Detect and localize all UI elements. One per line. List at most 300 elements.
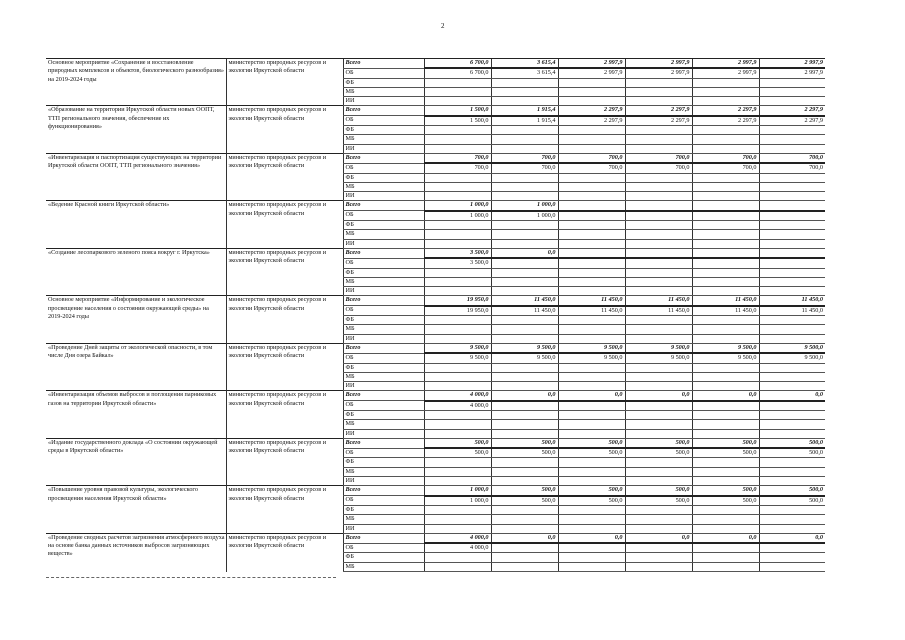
amount-cell: [424, 239, 491, 248]
amount-cell: [424, 372, 491, 381]
amount-cell: [558, 515, 625, 524]
amount-cell: [625, 192, 692, 201]
amount-cell: [692, 363, 759, 372]
measure-description: «Создание лесопаркового зеленого пояса вокруг г. Иркутска»: [46, 248, 226, 295]
amount-cell: 4 000,0: [424, 391, 491, 401]
amount-cell: [491, 97, 558, 106]
amount-cell: [759, 382, 825, 391]
funding-source: ОБ: [343, 353, 424, 363]
amount-cell: [692, 325, 759, 334]
amount-cell: [692, 524, 759, 533]
funding-source: ИИ: [343, 239, 424, 248]
funding-source: МБ: [343, 515, 424, 524]
amount-cell: [625, 325, 692, 334]
amount-cell: 1 000,0: [424, 496, 491, 506]
amount-cell: [625, 239, 692, 248]
amount-cell: [759, 553, 825, 562]
amount-cell: [625, 144, 692, 153]
amount-cell: [491, 401, 558, 411]
amount-cell: [625, 182, 692, 191]
measure-description: Основное мероприятие «Сохранение и восстановление природных комплексов и объектов, биологического разнообразия» на 2019-2024 годы: [46, 59, 226, 106]
funding-source: ОБ: [343, 163, 424, 173]
amount-cell: [424, 78, 491, 87]
amount-cell: [424, 87, 491, 96]
amount-cell: 9 500,0: [491, 353, 558, 363]
amount-cell: 0,0: [692, 391, 759, 401]
amount-cell: [625, 230, 692, 239]
amount-cell: 700,0: [692, 153, 759, 163]
amount-cell: [424, 144, 491, 153]
amount-cell: [424, 524, 491, 533]
funding-source: Всего: [343, 438, 424, 448]
amount-cell: [491, 505, 558, 514]
measure-description: «Инвентаризация объемов выбросов и поглощения парниковых газов на территории Иркутской области»: [46, 391, 226, 438]
funding-source: Всего: [343, 106, 424, 116]
amount-cell: [625, 505, 692, 514]
amount-cell: [625, 135, 692, 144]
amount-cell: [625, 458, 692, 467]
funding-source: МБ: [343, 325, 424, 334]
amount-cell: 700,0: [424, 163, 491, 173]
amount-cell: [759, 248, 825, 258]
amount-cell: 500,0: [692, 438, 759, 448]
amount-cell: [424, 363, 491, 372]
amount-cell: [558, 211, 625, 221]
amount-cell: 0,0: [558, 391, 625, 401]
amount-cell: [491, 325, 558, 334]
amount-cell: [558, 268, 625, 277]
amount-cell: 11 450,0: [759, 296, 825, 306]
amount-cell: [625, 78, 692, 87]
amount-cell: [491, 562, 558, 571]
amount-cell: [491, 524, 558, 533]
amount-cell: [625, 410, 692, 419]
amount-cell: 2 997,9: [692, 59, 759, 69]
funding-source: ИИ: [343, 287, 424, 296]
funding-source: ФБ: [343, 553, 424, 562]
amount-cell: 500,0: [424, 448, 491, 458]
amount-cell: [759, 78, 825, 87]
amount-cell: [558, 192, 625, 201]
amount-cell: [759, 410, 825, 419]
amount-cell: [491, 363, 558, 372]
amount-cell: [759, 543, 825, 553]
amount-cell: 700,0: [491, 153, 558, 163]
amount-cell: [424, 334, 491, 343]
amount-cell: [625, 382, 692, 391]
amount-cell: [625, 401, 692, 411]
amount-cell: [625, 87, 692, 96]
amount-cell: [625, 173, 692, 182]
amount-cell: [692, 515, 759, 524]
amount-cell: [625, 477, 692, 486]
amount-cell: [491, 135, 558, 144]
amount-cell: [692, 258, 759, 268]
amount-cell: [424, 126, 491, 135]
amount-cell: [424, 277, 491, 286]
measure-description: «Издание государственного доклада «О состоянии окружающей среды в Иркутской области»: [46, 438, 226, 485]
table-row-total: [46, 59, 825, 69]
funding-source: ФБ: [343, 221, 424, 230]
amount-cell: 9 500,0: [424, 343, 491, 353]
responsible-executor: министерство природных ресурсов и экологии Иркутской области: [226, 343, 343, 390]
amount-cell: [759, 420, 825, 429]
amount-cell: [692, 287, 759, 296]
amount-cell: [625, 363, 692, 372]
funding-source: ИИ: [343, 192, 424, 201]
amount-cell: [759, 401, 825, 411]
amount-cell: [558, 363, 625, 372]
amount-cell: [692, 230, 759, 239]
amount-cell: [692, 173, 759, 182]
amount-cell: [424, 268, 491, 277]
amount-cell: 1 000,0: [491, 201, 558, 211]
amount-cell: [424, 477, 491, 486]
measure-description: «Инвентаризация и паспортизация существующих на территории Иркутской области ООПТ, ТТП регионального значения»: [46, 153, 226, 200]
amount-cell: [558, 201, 625, 211]
amount-cell: [491, 144, 558, 153]
amount-cell: [424, 467, 491, 476]
amount-cell: 9 500,0: [424, 353, 491, 363]
amount-cell: [759, 258, 825, 268]
amount-cell: [759, 173, 825, 182]
amount-cell: [625, 553, 692, 562]
amount-cell: [424, 458, 491, 467]
amount-cell: [759, 429, 825, 438]
amount-cell: [424, 135, 491, 144]
funding-source: МБ: [343, 562, 424, 571]
amount-cell: [759, 87, 825, 96]
amount-cell: [424, 420, 491, 429]
amount-cell: [692, 316, 759, 325]
amount-cell: [558, 316, 625, 325]
amount-cell: [692, 429, 759, 438]
amount-cell: 500,0: [558, 496, 625, 506]
amount-cell: 2 997,9: [625, 68, 692, 78]
funding-source: ИИ: [343, 524, 424, 533]
amount-cell: 700,0: [491, 163, 558, 173]
funding-source: ИИ: [343, 429, 424, 438]
responsible-executor: министерство природных ресурсов и экологии Иркутской области: [226, 106, 343, 153]
table-row-total: [46, 201, 825, 211]
amount-cell: [558, 410, 625, 419]
amount-cell: [692, 562, 759, 571]
funding-source: Всего: [343, 153, 424, 163]
amount-cell: [625, 372, 692, 381]
amount-cell: 9 500,0: [558, 343, 625, 353]
amount-cell: 0,0: [759, 533, 825, 543]
amount-cell: [558, 258, 625, 268]
amount-cell: [491, 477, 558, 486]
funding-source: ФБ: [343, 458, 424, 467]
amount-cell: [491, 458, 558, 467]
amount-cell: [625, 258, 692, 268]
amount-cell: [692, 553, 759, 562]
amount-cell: 2 297,9: [558, 116, 625, 126]
amount-cell: 500,0: [558, 438, 625, 448]
amount-cell: [558, 87, 625, 96]
amount-cell: [625, 334, 692, 343]
amount-cell: [558, 458, 625, 467]
amount-cell: [424, 287, 491, 296]
amount-cell: 500,0: [625, 438, 692, 448]
amount-cell: [491, 221, 558, 230]
table-row-total: [46, 296, 825, 306]
amount-cell: [625, 268, 692, 277]
amount-cell: [625, 221, 692, 230]
funding-source: ИИ: [343, 334, 424, 343]
table-row-total: [46, 533, 825, 543]
amount-cell: [491, 287, 558, 296]
amount-cell: 11 450,0: [625, 296, 692, 306]
amount-cell: [759, 192, 825, 201]
amount-cell: [692, 201, 759, 211]
amount-cell: [759, 287, 825, 296]
amount-cell: 0,0: [692, 533, 759, 543]
table-row-total: [46, 106, 825, 116]
amount-cell: [424, 325, 491, 334]
amount-cell: 4 000,0: [424, 401, 491, 411]
amount-cell: [692, 135, 759, 144]
amount-cell: [692, 477, 759, 486]
amount-cell: 500,0: [625, 486, 692, 496]
amount-cell: 11 450,0: [558, 296, 625, 306]
amount-cell: [692, 211, 759, 221]
amount-cell: 500,0: [692, 496, 759, 506]
amount-cell: [558, 467, 625, 476]
amount-cell: 9 500,0: [491, 343, 558, 353]
amount-cell: [491, 230, 558, 239]
amount-cell: [759, 325, 825, 334]
amount-cell: [692, 268, 759, 277]
funding-source: ОБ: [343, 116, 424, 126]
amount-cell: 11 450,0: [692, 306, 759, 316]
amount-cell: 500,0: [625, 496, 692, 506]
funding-source: Всего: [343, 59, 424, 69]
funding-source: МБ: [343, 87, 424, 96]
funding-source: ОБ: [343, 448, 424, 458]
amount-cell: 2 997,9: [759, 59, 825, 69]
amount-cell: [625, 277, 692, 286]
funding-source: Всего: [343, 201, 424, 211]
amount-cell: 700,0: [625, 163, 692, 173]
amount-cell: [558, 135, 625, 144]
amount-cell: [625, 287, 692, 296]
amount-cell: [558, 429, 625, 438]
amount-cell: [625, 420, 692, 429]
amount-cell: [759, 182, 825, 191]
table-row-total: [46, 438, 825, 448]
amount-cell: [491, 372, 558, 381]
funding-source: МБ: [343, 467, 424, 476]
amount-cell: 500,0: [759, 496, 825, 506]
amount-cell: [692, 221, 759, 230]
amount-cell: [759, 97, 825, 106]
amount-cell: [558, 543, 625, 553]
funding-source: Всего: [343, 248, 424, 258]
amount-cell: 2 997,9: [759, 68, 825, 78]
amount-cell: 2 297,9: [759, 106, 825, 116]
amount-cell: [491, 316, 558, 325]
funding-source: ИИ: [343, 97, 424, 106]
amount-cell: [558, 126, 625, 135]
amount-cell: [424, 515, 491, 524]
amount-cell: 1 000,0: [491, 211, 558, 221]
funding-source: ФБ: [343, 505, 424, 514]
table-row-total: [46, 343, 825, 353]
amount-cell: 9 500,0: [759, 353, 825, 363]
amount-cell: [558, 505, 625, 514]
funding-source: ФБ: [343, 268, 424, 277]
amount-cell: 2 297,9: [692, 116, 759, 126]
amount-cell: [424, 182, 491, 191]
funding-source: ФБ: [343, 363, 424, 372]
amount-cell: [558, 553, 625, 562]
amount-cell: [558, 334, 625, 343]
amount-cell: [424, 382, 491, 391]
amount-cell: [491, 410, 558, 419]
amount-cell: [558, 182, 625, 191]
amount-cell: [759, 135, 825, 144]
amount-cell: 2 997,9: [558, 68, 625, 78]
amount-cell: [692, 420, 759, 429]
amount-cell: 0,0: [759, 391, 825, 401]
amount-cell: 3 615,4: [491, 68, 558, 78]
amount-cell: 2 997,9: [692, 68, 759, 78]
amount-cell: 9 500,0: [625, 353, 692, 363]
funding-source: ОБ: [343, 68, 424, 78]
amount-cell: 2 297,9: [692, 106, 759, 116]
amount-cell: 700,0: [558, 153, 625, 163]
funding-source: ФБ: [343, 410, 424, 419]
amount-cell: 1 915,4: [491, 116, 558, 126]
amount-cell: 1 000,0: [424, 201, 491, 211]
amount-cell: [759, 277, 825, 286]
amount-cell: 500,0: [424, 438, 491, 448]
amount-cell: 500,0: [759, 438, 825, 448]
amount-cell: 9 500,0: [759, 343, 825, 353]
amount-cell: [625, 467, 692, 476]
amount-cell: [625, 515, 692, 524]
funding-source: ОБ: [343, 306, 424, 316]
amount-cell: [491, 543, 558, 553]
amount-cell: [558, 239, 625, 248]
amount-cell: 700,0: [759, 163, 825, 173]
funding-source: ОБ: [343, 543, 424, 553]
amount-cell: 11 450,0: [692, 296, 759, 306]
amount-cell: 500,0: [759, 448, 825, 458]
amount-cell: 0,0: [625, 533, 692, 543]
amount-cell: [558, 248, 625, 258]
amount-cell: [491, 277, 558, 286]
amount-cell: [491, 87, 558, 96]
amount-cell: 0,0: [491, 533, 558, 543]
amount-cell: [692, 97, 759, 106]
amount-cell: [625, 429, 692, 438]
amount-cell: [692, 192, 759, 201]
amount-cell: [692, 467, 759, 476]
amount-cell: 19 950,0: [424, 306, 491, 316]
amount-cell: 11 450,0: [491, 296, 558, 306]
amount-cell: [692, 87, 759, 96]
amount-cell: [491, 258, 558, 268]
amount-cell: 3 500,0: [424, 258, 491, 268]
amount-cell: 9 500,0: [692, 353, 759, 363]
amount-cell: [424, 316, 491, 325]
amount-cell: [625, 201, 692, 211]
amount-cell: [625, 316, 692, 325]
amount-cell: 1 500,0: [424, 116, 491, 126]
measure-description: «Ведение Красной книги Иркутской области»: [46, 201, 226, 248]
amount-cell: [491, 382, 558, 391]
funding-source: ФБ: [343, 126, 424, 135]
amount-cell: 2 297,9: [625, 116, 692, 126]
amount-cell: [692, 78, 759, 87]
responsible-executor: министерство природных ресурсов и экологии Иркутской области: [226, 391, 343, 438]
amount-cell: [759, 316, 825, 325]
page-number: 2: [441, 22, 445, 30]
amount-cell: [558, 173, 625, 182]
amount-cell: 1 000,0: [424, 211, 491, 221]
amount-cell: [491, 173, 558, 182]
amount-cell: [491, 420, 558, 429]
amount-cell: 19 950,0: [424, 296, 491, 306]
amount-cell: [491, 553, 558, 562]
measure-description: «Повышение уровня правовой культуры, экологического просвещения населения Иркутской области»: [46, 486, 226, 533]
amount-cell: [692, 458, 759, 467]
funding-source: ОБ: [343, 496, 424, 506]
amount-cell: [759, 562, 825, 571]
amount-cell: [759, 505, 825, 514]
amount-cell: 6 700,0: [424, 68, 491, 78]
amount-cell: [558, 477, 625, 486]
amount-cell: 9 500,0: [558, 353, 625, 363]
amount-cell: [558, 325, 625, 334]
funding-source: МБ: [343, 182, 424, 191]
amount-cell: 1 000,0: [424, 486, 491, 496]
amount-cell: [491, 429, 558, 438]
measure-description: Основное мероприятие «Информирование и экологическое просвещение населения о состоянии окружающей среды» на 2019-2024 годы: [46, 296, 226, 343]
funding-source: Всего: [343, 391, 424, 401]
amount-cell: [692, 410, 759, 419]
amount-cell: [491, 182, 558, 191]
funding-source: ФБ: [343, 78, 424, 87]
amount-cell: 4 000,0: [424, 543, 491, 553]
amount-cell: [424, 410, 491, 419]
amount-cell: [625, 248, 692, 258]
amount-cell: [759, 477, 825, 486]
amount-cell: [558, 230, 625, 239]
amount-cell: [759, 201, 825, 211]
amount-cell: [558, 562, 625, 571]
amount-cell: [424, 562, 491, 571]
responsible-executor: министерство природных ресурсов и экологии Иркутской области: [226, 296, 343, 343]
funding-source: Всего: [343, 486, 424, 496]
table-body: [46, 59, 825, 572]
amount-cell: [558, 78, 625, 87]
amount-cell: 2 997,9: [558, 59, 625, 69]
amount-cell: [558, 382, 625, 391]
budget-table-sheet: [46, 58, 825, 577]
amount-cell: 500,0: [692, 448, 759, 458]
amount-cell: [491, 268, 558, 277]
amount-cell: [759, 268, 825, 277]
amount-cell: [759, 515, 825, 524]
amount-cell: [759, 334, 825, 343]
table-row-total: [46, 391, 825, 401]
amount-cell: [625, 524, 692, 533]
amount-cell: [558, 401, 625, 411]
